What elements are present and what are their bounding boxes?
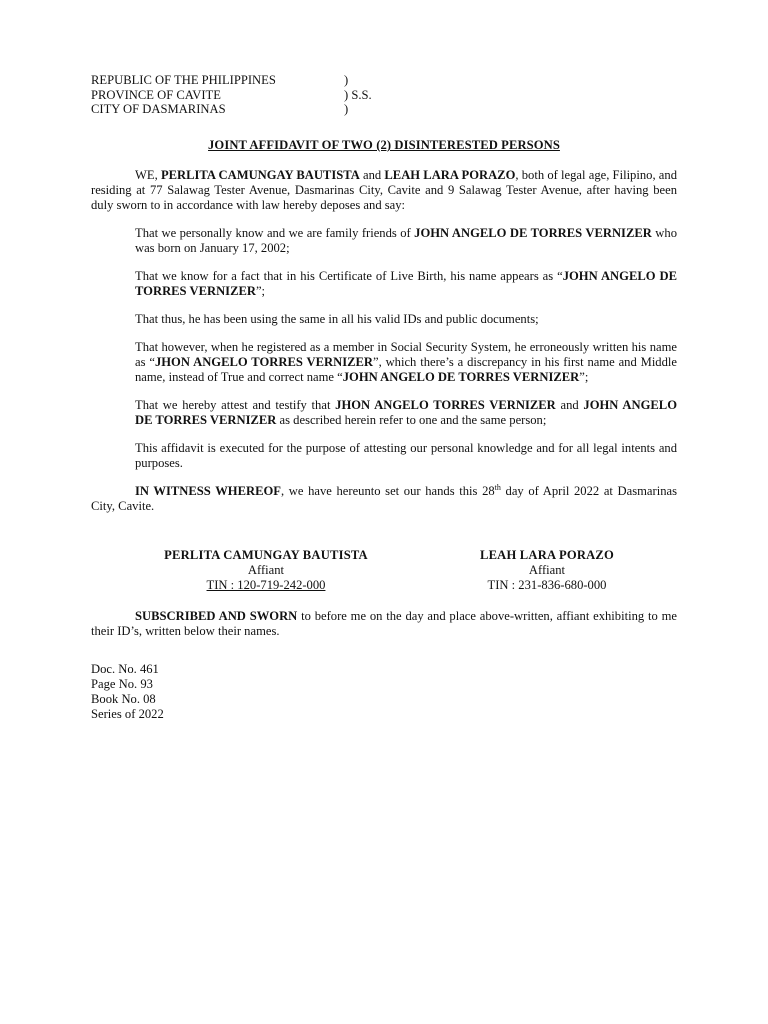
intro-text: and: [359, 168, 385, 182]
jurat-paragraph: [91, 609, 677, 639]
affiant-2-name: LEAH LARA PORAZO: [384, 168, 516, 182]
paragraph-sss-discrepancy: [135, 340, 677, 385]
paragraph-text: as described herein refer to one and the same person;: [276, 413, 547, 427]
venue-bracket-ss: ) S.S.: [344, 88, 372, 102]
signatory-1: [137, 548, 395, 593]
paragraph-same-person: [135, 398, 677, 428]
series-year: Series of 2022: [91, 707, 164, 721]
venue-block: [91, 71, 677, 117]
paragraph-text: ”, which there’s a discrepancy in his first name and Middle name, instead of True and correct name “: [135, 355, 677, 384]
correct-name: JOHN ANGELO DE TORRES VERNIZER: [135, 398, 677, 427]
signatory-tin: TIN : 120-719-242-000: [206, 578, 326, 592]
correct-name: JOHN ANGELO DE TORRES VERNIZER: [414, 226, 652, 240]
book-number: Book No. 08: [91, 692, 156, 706]
affidavit-page: [91, 71, 677, 722]
paragraph-valid-ids: [135, 312, 677, 327]
intro-text: WE,: [135, 168, 161, 182]
doc-number: Doc. No. 461: [91, 662, 159, 676]
intro-text: , both of legal age, Filipino, and residing at 77 Salawag Tester Avenue, Dasmarinas City, Cavite and 9 Salawag Tester Avenue, after having been duly sworn to in accordance with law hereby deposes and say:: [91, 168, 677, 212]
notarial-register: [91, 662, 677, 722]
paragraph-family-friends: [135, 226, 677, 256]
document-title: JOINT AFFIDAVIT OF TWO (2) DISINTERESTED PERSONS: [208, 138, 560, 152]
page-number: Page No. 93: [91, 677, 153, 691]
affiant-1-name: PERLITA CAMUNGAY BAUTISTA: [160, 168, 360, 182]
witness-text: , we have hereunto set our hands this 28: [280, 484, 495, 498]
paragraph-text: That thus, he has been using the same in all his valid IDs and public documents;: [135, 312, 539, 326]
paragraph-text: ”;: [579, 370, 589, 384]
signatory-2: [451, 548, 643, 593]
venue-country: REPUBLIC OF THE PHILIPPINES: [91, 73, 276, 87]
signatory-name: LEAH LARA PORAZO: [479, 548, 615, 562]
erroneous-name: JHON ANGELO TORRES VERNIZER: [335, 398, 556, 412]
signatory-name: PERLITA CAMUNGAY BAUTISTA: [164, 548, 368, 562]
jurat-text: to before me on the day and place above-written, affiant exhibiting to me their ID’s, written below their names.: [91, 609, 677, 638]
signature-block: [91, 548, 677, 594]
venue-province-line: [91, 88, 372, 103]
correct-name: JOHN ANGELO DE TORRES VERNIZER: [342, 370, 580, 384]
paragraph-purpose: [135, 441, 677, 471]
paragraph-birth-certificate: [135, 269, 677, 299]
signatory-role: Affiant: [247, 563, 285, 577]
witness-paragraph: [91, 484, 677, 514]
paragraph-text: That however, when he registered as a member in Social Security System, he erroneously written his name as “: [135, 340, 677, 369]
paragraph-text: who was born on January 17, 2002;: [135, 226, 677, 255]
date-ordinal-suffix: th: [494, 482, 501, 492]
paragraph-text: That we hereby attest and testify that: [135, 398, 336, 412]
witness-lead: IN WITNESS WHEREOF: [135, 484, 281, 498]
paragraph-text: ”;: [255, 284, 266, 298]
venue-bracket: ): [344, 73, 349, 87]
erroneous-name: JHON ANGELO TORRES VERNIZER: [154, 355, 373, 369]
witness-text: day of April 2022 at Dasmarinas City, Cavite.: [91, 484, 677, 513]
paragraph-text: That we personally know and we are family friends of: [135, 226, 415, 240]
venue-province: PROVINCE OF CAVITE: [91, 88, 221, 102]
venue-bracket: ): [344, 102, 349, 116]
venue-city: CITY OF DASMARINAS: [91, 102, 226, 116]
correct-name: JOHN ANGELO DE TORRES VERNIZER: [135, 269, 677, 298]
venue-city-line: [91, 102, 348, 117]
jurat-lead: SUBSCRIBED AND SWORN: [135, 609, 298, 623]
paragraph-text: and: [555, 398, 584, 412]
venue-country-line: [91, 73, 348, 88]
intro-paragraph: [91, 168, 677, 213]
paragraph-text: That we know for a fact that in his Certificate of Live Birth, his name appears as “: [135, 269, 563, 283]
signatory-role: Affiant: [528, 563, 566, 577]
paragraph-text: This affidavit is executed for the purpose of attesting our personal knowledge and for all legal intents and purposes.: [135, 441, 677, 470]
signatory-tin: TIN : 231-836-680-000: [487, 578, 607, 592]
